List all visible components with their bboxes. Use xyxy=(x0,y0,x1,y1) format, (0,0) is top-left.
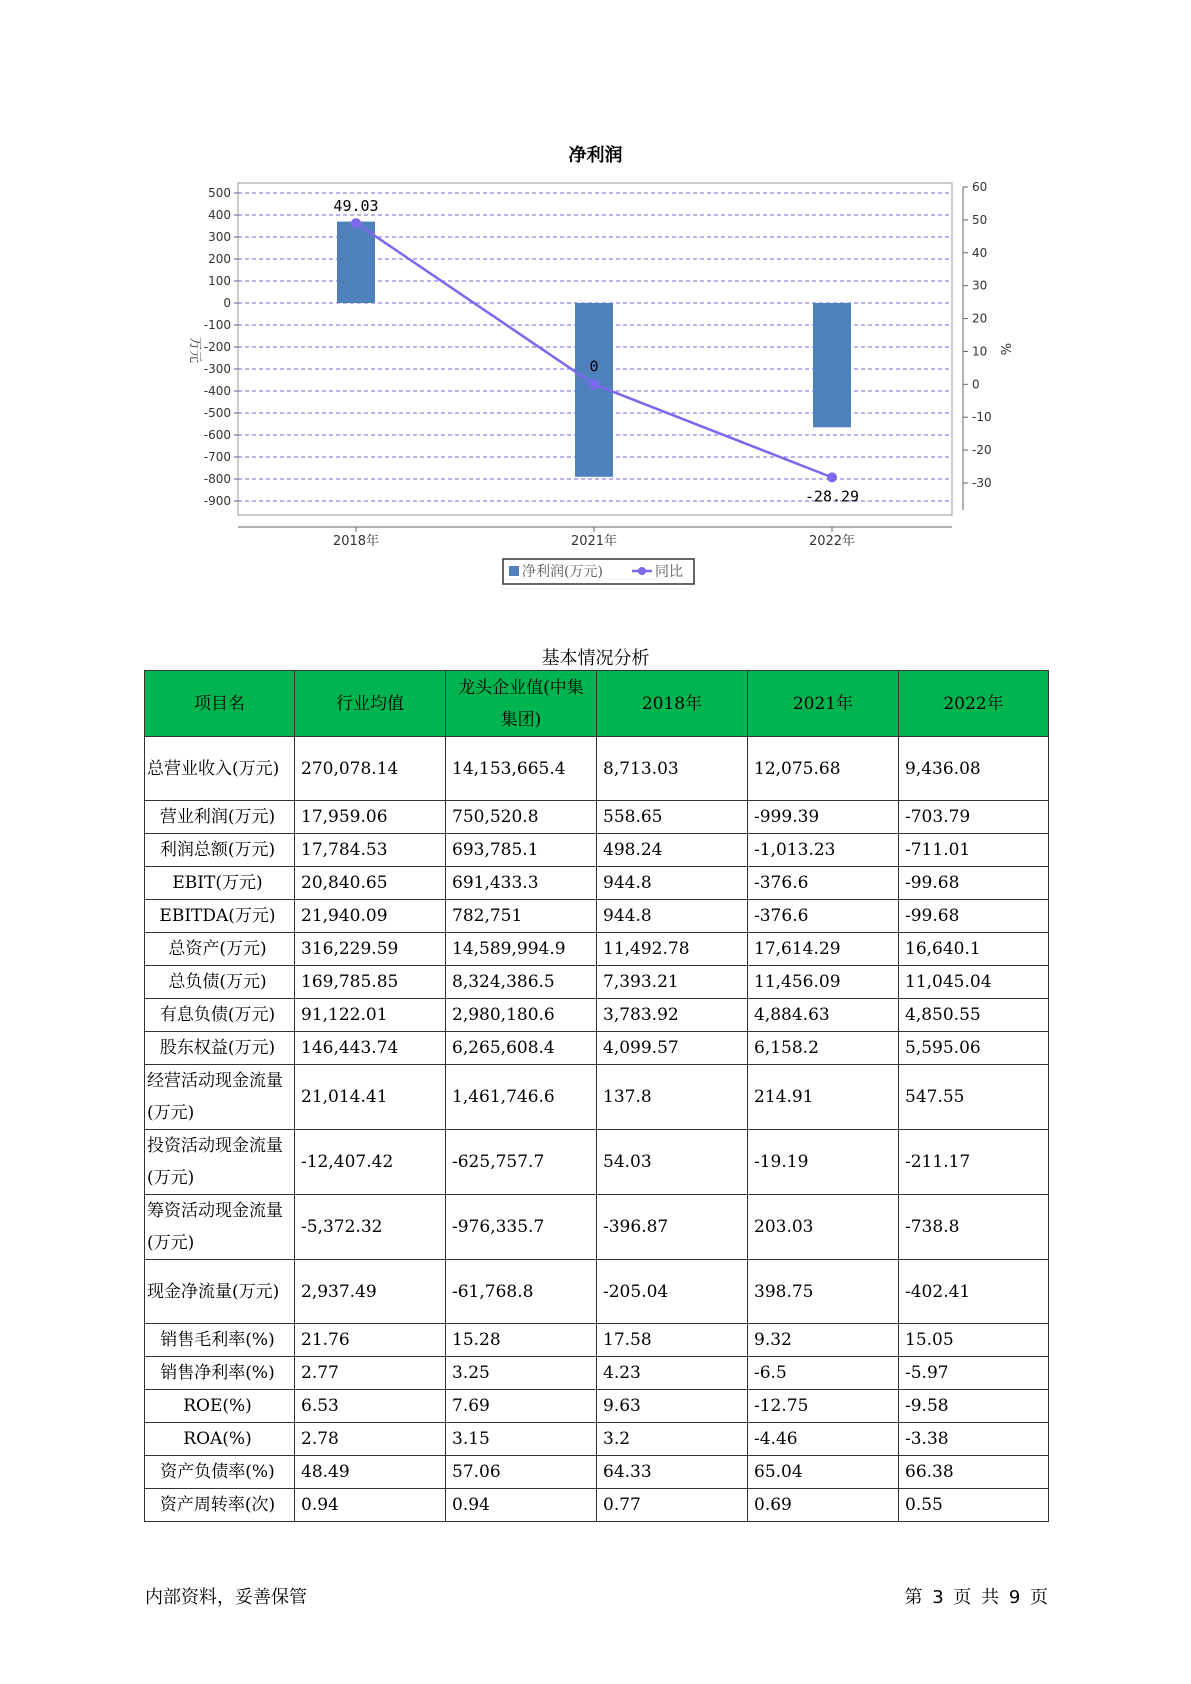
table-cell: -9.58 xyxy=(899,1390,1049,1423)
analysis-table xyxy=(144,670,1049,1522)
y2-tick-label: 0 xyxy=(972,377,980,392)
row-label: 现金净流量(万元) xyxy=(145,1260,295,1324)
table-row xyxy=(145,801,1049,834)
yoy-point xyxy=(827,472,837,482)
legend-entry: 同比 xyxy=(655,564,683,580)
table-cell: 0.69 xyxy=(748,1489,899,1522)
y-tick-label: -400 xyxy=(203,384,231,398)
table-cell: 944.8 xyxy=(597,867,748,900)
table-cell: 3.2 xyxy=(597,1423,748,1456)
table-cell: 3,783.92 xyxy=(597,999,748,1032)
table-cell: 0.77 xyxy=(597,1489,748,1522)
table-cell: -396.87 xyxy=(597,1195,748,1260)
y-tick-label: 200 xyxy=(208,252,231,266)
row-label: ROE(%) xyxy=(145,1390,295,1423)
table-row xyxy=(145,1130,1049,1195)
table-cell: 3.15 xyxy=(446,1423,597,1456)
table-cell: -711.01 xyxy=(899,834,1049,867)
table-cell: -6.5 xyxy=(748,1357,899,1390)
table-cell: 1,461,746.6 xyxy=(446,1065,597,1130)
row-label: 经营活动现金流量(万元) xyxy=(145,1065,295,1130)
row-label: 筹资活动现金流量(万元) xyxy=(145,1195,295,1260)
table-cell: -5.97 xyxy=(899,1357,1049,1390)
table-row xyxy=(145,1357,1049,1390)
table-cell: -376.6 xyxy=(748,867,899,900)
y2-tick-label: 50 xyxy=(972,212,988,227)
table-cell: 11,045.04 xyxy=(899,966,1049,999)
table-cell: -99.68 xyxy=(899,867,1049,900)
table-cell: 17,614.29 xyxy=(748,933,899,966)
table-cell: 17.58 xyxy=(597,1324,748,1357)
table-row xyxy=(145,1032,1049,1065)
bar xyxy=(813,303,851,427)
y-axis-label: 万元 xyxy=(187,336,202,364)
table-cell: -999.39 xyxy=(748,801,899,834)
table-cell: -402.41 xyxy=(899,1260,1049,1324)
table-cell: -4.46 xyxy=(748,1423,899,1456)
column-header: 2018年 xyxy=(597,671,748,737)
table-cell: -61,768.8 xyxy=(446,1260,597,1324)
data-label: 49.03 xyxy=(333,197,379,216)
table-cell: 214.91 xyxy=(748,1065,899,1130)
row-label: 总负债(万元) xyxy=(145,966,295,999)
table-cell: 0.55 xyxy=(899,1489,1049,1522)
table-cell: 14,589,994.9 xyxy=(446,933,597,966)
y-tick-label: -100 xyxy=(203,318,231,332)
table-cell: 54.03 xyxy=(597,1130,748,1195)
y2-tick-label: 30 xyxy=(972,278,988,293)
y-tick-label: -900 xyxy=(203,494,231,508)
table-cell: 270,078.14 xyxy=(295,737,446,801)
table-caption: 基本情况分析 xyxy=(541,648,650,669)
x-tick-label: 2018年 xyxy=(332,534,380,549)
chart-title: 净利润 xyxy=(568,145,623,166)
x-tick-label: 2021年 xyxy=(570,534,618,549)
bar xyxy=(337,222,375,303)
y-tick-label: 0 xyxy=(223,296,231,310)
table-cell: 7.69 xyxy=(446,1390,597,1423)
table-cell: 4,850.55 xyxy=(899,999,1049,1032)
table-cell: 750,520.8 xyxy=(446,801,597,834)
y-tick-label: 500 xyxy=(208,186,231,200)
table-cell: 8,324,386.5 xyxy=(446,966,597,999)
column-header: 2022年 xyxy=(899,671,1049,737)
table-row xyxy=(145,1423,1049,1456)
table-cell: 5,595.06 xyxy=(899,1032,1049,1065)
table-row xyxy=(145,999,1049,1032)
y2-tick-label: -10 xyxy=(972,410,992,425)
table-row xyxy=(145,1489,1049,1522)
row-label: 资产负债率(%) xyxy=(145,1456,295,1489)
table-cell: 693,785.1 xyxy=(446,834,597,867)
table-cell: 691,433.3 xyxy=(446,867,597,900)
table-cell: 2,937.49 xyxy=(295,1260,446,1324)
table-cell: -205.04 xyxy=(597,1260,748,1324)
table-cell: 66.38 xyxy=(899,1456,1049,1489)
table-cell: 21,940.09 xyxy=(295,900,446,933)
column-header: 龙头企业值(中集集团) xyxy=(446,671,597,737)
y2-tick-label: -30 xyxy=(972,476,992,490)
table-row xyxy=(145,1324,1049,1357)
data-label: -28.29 xyxy=(804,487,860,506)
y-tick-label: -200 xyxy=(203,340,231,354)
row-label: 销售净利率(%) xyxy=(145,1357,295,1390)
table-cell: 12,075.68 xyxy=(748,737,899,801)
table-row xyxy=(145,1390,1049,1423)
row-label: 股东权益(万元) xyxy=(145,1032,295,1065)
table-cell: -1,013.23 xyxy=(748,834,899,867)
table-cell: 9,436.08 xyxy=(899,737,1049,801)
net-profit-chart xyxy=(0,0,1191,600)
y2-tick-label: -20 xyxy=(972,443,992,458)
table-cell: -12,407.42 xyxy=(295,1130,446,1195)
table-row xyxy=(145,1456,1049,1489)
y-tick-label: -600 xyxy=(203,428,231,442)
table-cell: 0.94 xyxy=(295,1489,446,1522)
legend-entry: 净利润(万元) xyxy=(522,564,603,580)
row-label: 总资产(万元) xyxy=(145,933,295,966)
table-cell: 17,784.53 xyxy=(295,834,446,867)
table-cell: 11,492.78 xyxy=(597,933,748,966)
table-cell: 9.63 xyxy=(597,1390,748,1423)
table-cell: -19.19 xyxy=(748,1130,899,1195)
table-cell: 2.77 xyxy=(295,1357,446,1390)
table-cell: -3.38 xyxy=(899,1423,1049,1456)
table-cell: 558.65 xyxy=(597,801,748,834)
table-cell: 48.49 xyxy=(295,1456,446,1489)
table-cell: 316,229.59 xyxy=(295,933,446,966)
data-label: 0 xyxy=(589,357,599,376)
y-tick-label: -800 xyxy=(203,472,231,486)
y-tick-label: -500 xyxy=(203,406,231,420)
table-cell: 21.76 xyxy=(295,1324,446,1357)
row-label: EBIT(万元) xyxy=(145,867,295,900)
y2-tick-label: 40 xyxy=(972,245,988,260)
table-cell: 137.8 xyxy=(597,1065,748,1130)
table-cell: 782,751 xyxy=(446,900,597,933)
table-row xyxy=(145,966,1049,999)
y2-axis-label: % xyxy=(997,342,1012,356)
y2-tick-label: 60 xyxy=(972,180,988,194)
table-cell: 15.05 xyxy=(899,1324,1049,1357)
table-cell: 21,014.41 xyxy=(295,1065,446,1130)
table-cell: 8,713.03 xyxy=(597,737,748,801)
row-label: 投资活动现金流量(万元) xyxy=(145,1130,295,1195)
table-row xyxy=(145,1260,1049,1324)
y-tick-label: -700 xyxy=(203,450,231,464)
column-header: 2021年 xyxy=(748,671,899,737)
table-cell: 11,456.09 xyxy=(748,966,899,999)
footer-page-number: 第 3 页 共 9 页 xyxy=(904,1587,1048,1608)
y2-tick-label: 20 xyxy=(972,311,988,326)
table-cell: 0.94 xyxy=(446,1489,597,1522)
row-label: ROA(%) xyxy=(145,1423,295,1456)
table-cell: 498.24 xyxy=(597,834,748,867)
table-cell: 6,158.2 xyxy=(748,1032,899,1065)
table-cell: 17,959.06 xyxy=(295,801,446,834)
table-cell: 6,265,608.4 xyxy=(446,1032,597,1065)
table-cell: 944.8 xyxy=(597,900,748,933)
table-cell: 9.32 xyxy=(748,1324,899,1357)
table-cell: 203.03 xyxy=(748,1195,899,1260)
table-cell: -211.17 xyxy=(899,1130,1049,1195)
row-label: 利润总额(万元) xyxy=(145,834,295,867)
table-cell: 15.28 xyxy=(446,1324,597,1357)
y-tick-label: -300 xyxy=(203,362,231,376)
table-cell: 169,785.85 xyxy=(295,966,446,999)
column-header: 行业均值 xyxy=(295,671,446,737)
x-tick-label: 2022年 xyxy=(808,534,856,549)
table-cell: -976,335.7 xyxy=(446,1195,597,1260)
table-cell: -703.79 xyxy=(899,801,1049,834)
column-header: 项目名 xyxy=(145,671,295,737)
table-cell: 2.78 xyxy=(295,1423,446,1456)
table-cell: -738.8 xyxy=(899,1195,1049,1260)
table-cell: 3.25 xyxy=(446,1357,597,1390)
table-cell: 91,122.01 xyxy=(295,999,446,1032)
row-label: 总营业收入(万元) xyxy=(145,737,295,801)
y-tick-label: 100 xyxy=(208,274,231,288)
y-tick-label: 300 xyxy=(208,230,231,244)
y-tick-label: 400 xyxy=(208,208,231,222)
table-cell: 547.55 xyxy=(899,1065,1049,1130)
table-cell: -376.6 xyxy=(748,900,899,933)
table-cell: 6.53 xyxy=(295,1390,446,1423)
row-label: 营业利润(万元) xyxy=(145,801,295,834)
table-cell: 65.04 xyxy=(748,1456,899,1489)
yoy-point xyxy=(351,218,361,228)
table-cell: 57.06 xyxy=(446,1456,597,1489)
y2-tick-label: 10 xyxy=(972,344,988,359)
table-cell: 2,980,180.6 xyxy=(446,999,597,1032)
table-cell: 146,443.74 xyxy=(295,1032,446,1065)
table-cell: -625,757.7 xyxy=(446,1130,597,1195)
row-label: 有息负债(万元) xyxy=(145,999,295,1032)
row-label: 销售毛利率(%) xyxy=(145,1324,295,1357)
legend-line-marker xyxy=(638,567,646,575)
table-cell: -12.75 xyxy=(748,1390,899,1423)
table-cell: 20,840.65 xyxy=(295,867,446,900)
table-cell: 4,884.63 xyxy=(748,999,899,1032)
table-row xyxy=(145,834,1049,867)
table-cell: 398.75 xyxy=(748,1260,899,1324)
table-cell: 16,640.1 xyxy=(899,933,1049,966)
table-cell: 4.23 xyxy=(597,1357,748,1390)
table-cell: 7,393.21 xyxy=(597,966,748,999)
table-cell: 64.33 xyxy=(597,1456,748,1489)
table-cell: -99.68 xyxy=(899,900,1049,933)
table-header-row xyxy=(145,671,1049,737)
legend-bar-swatch xyxy=(509,566,519,576)
table-row xyxy=(145,900,1049,933)
row-label: EBITDA(万元) xyxy=(145,900,295,933)
yoy-point xyxy=(589,379,599,389)
table-row xyxy=(145,1195,1049,1260)
table-row xyxy=(145,933,1049,966)
table-row xyxy=(145,1065,1049,1130)
table-cell: 14,153,665.4 xyxy=(446,737,597,801)
row-label: 资产周转率(次) xyxy=(145,1489,295,1522)
table-cell: 4,099.57 xyxy=(597,1032,748,1065)
table-cell: -5,372.32 xyxy=(295,1195,446,1260)
footer-confidential-note: 内部资料，妥善保管 xyxy=(145,1587,307,1608)
table-row xyxy=(145,737,1049,801)
table-row xyxy=(145,867,1049,900)
